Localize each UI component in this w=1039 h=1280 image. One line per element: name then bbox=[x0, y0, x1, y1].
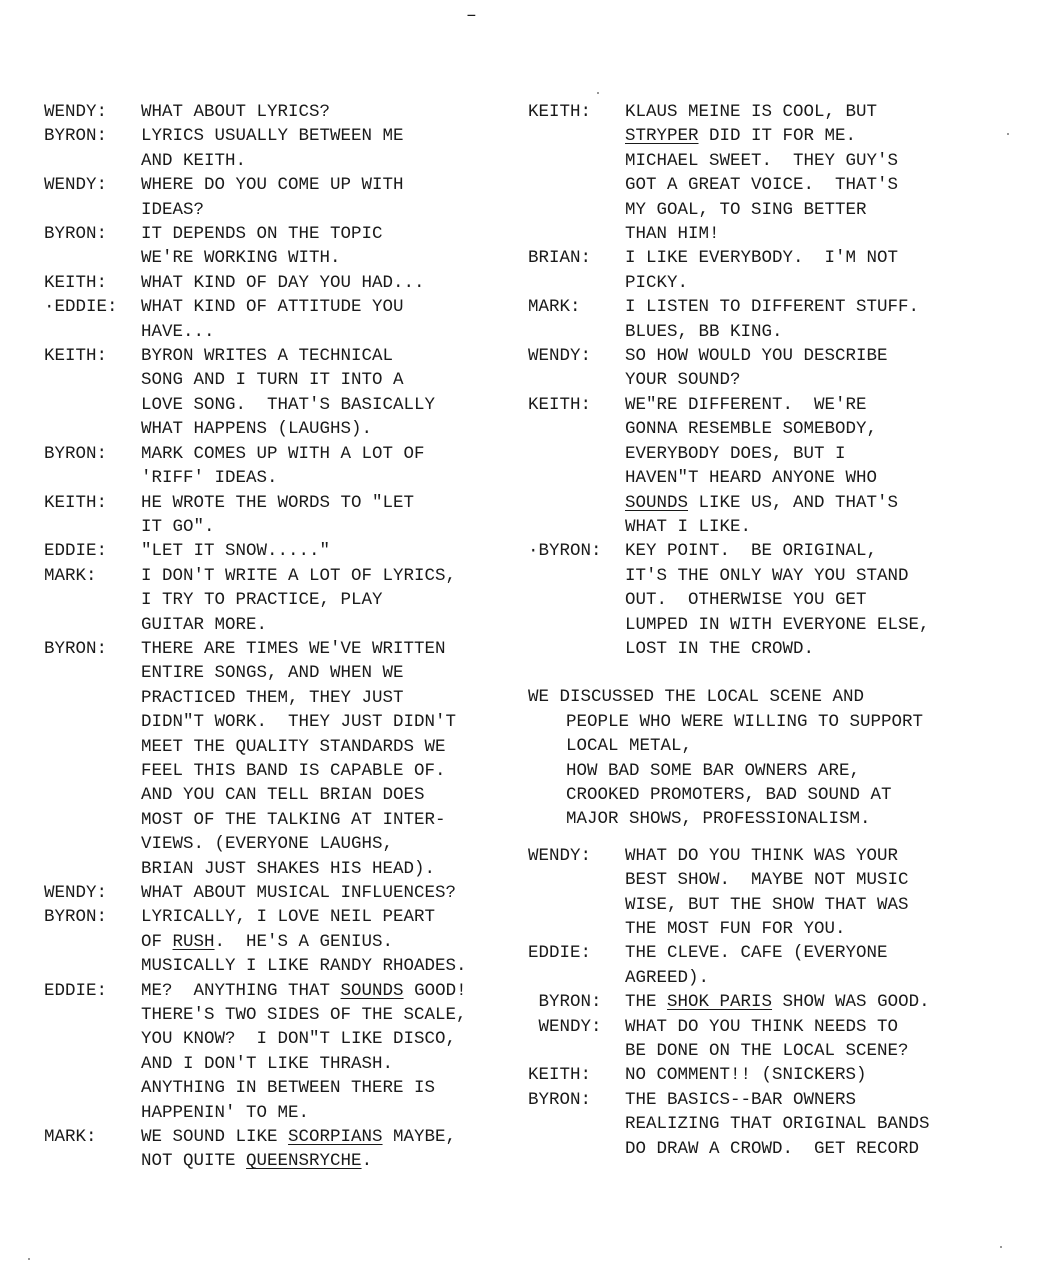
dialogue-line: ME? ANYTHING THAT SOUNDS GOOD! bbox=[141, 980, 467, 1001]
dialogue-entry bbox=[528, 1063, 998, 1087]
speaker-name: WENDY: bbox=[44, 883, 108, 903]
dialogue-line: SONG AND I TURN IT INTO A bbox=[141, 370, 404, 391]
dialogue-entry bbox=[44, 295, 529, 344]
dialogue-line: IT DEPENDS ON THE TOPIC bbox=[141, 224, 383, 245]
dialogue-line: DO DRAW A CROWD. GET RECORD bbox=[625, 1138, 920, 1159]
dialogue-line: IT GO". bbox=[141, 516, 215, 537]
dialogue-text bbox=[141, 344, 529, 442]
dialogue-line: WHAT I LIKE. bbox=[625, 516, 752, 537]
dialogue-line: ANYTHING IN BETWEEN THERE IS bbox=[141, 1078, 436, 1099]
dialogue-line: AND I DON'T LIKE THRASH. bbox=[141, 1053, 394, 1074]
dialogue-line: MY GOAL, TO SING BETTER bbox=[625, 199, 867, 220]
dialogue-entry bbox=[528, 539, 998, 661]
dialogue-entry bbox=[528, 990, 998, 1014]
dialogue-text bbox=[625, 246, 998, 295]
dialogue-entry bbox=[44, 637, 529, 881]
speaker-name: MARK: bbox=[44, 565, 97, 586]
dialogue-line: WHAT ABOUT MUSICAL INFLUENCES? bbox=[141, 883, 457, 903]
dialogue-entry bbox=[44, 124, 529, 173]
dialogue-line: VIEWS. (EVERYONE LAUGHS, bbox=[141, 834, 394, 855]
dialogue-line: THE MOST FUN FOR YOU. bbox=[625, 919, 846, 939]
dialogue-entry bbox=[44, 344, 529, 442]
dialogue-text bbox=[141, 100, 529, 124]
dialogue-entry bbox=[44, 442, 529, 491]
speaker-name: MARK: bbox=[528, 297, 581, 318]
dialogue-line: HAVE... bbox=[141, 321, 215, 342]
dialogue-line: YOUR SOUND? bbox=[625, 370, 741, 391]
dialogue-text bbox=[625, 393, 998, 539]
dialogue-text bbox=[141, 222, 529, 271]
dialogue-line: MEET THE QUALITY STANDARDS WE bbox=[141, 736, 446, 757]
dialogue-line: MOST OF THE TALKING AT INTER- bbox=[141, 809, 446, 830]
dialogue-line: EVERYBODY DOES, BUT I bbox=[625, 443, 846, 464]
dialogue-entry bbox=[44, 905, 529, 978]
speaker-name: WENDY: bbox=[44, 175, 108, 196]
dialogue-line: I LISTEN TO DIFFERENT STUFF. bbox=[625, 297, 920, 318]
speaker-name: KEITH: bbox=[44, 346, 108, 367]
dialogue-line: WISE, BUT THE SHOW THAT WAS bbox=[625, 894, 909, 915]
dialogue-entry bbox=[528, 1088, 998, 1161]
dialogue-line: GUITAR MORE. bbox=[141, 614, 268, 635]
dialogue-line: OUT. OTHERWISE YOU GET bbox=[625, 590, 867, 611]
dialogue-line: BRIAN JUST SHAKES HIS HEAD). bbox=[141, 858, 436, 879]
dialogue-entry bbox=[44, 173, 529, 222]
dialogue-entry bbox=[528, 1015, 998, 1064]
dialogue-line: LUMPED IN WITH EVERYONE ELSE, bbox=[625, 614, 930, 635]
dialogue-line: WHERE DO YOU COME UP WITH bbox=[141, 175, 404, 196]
dialogue-entry bbox=[528, 941, 998, 990]
speaker-name: EDDIE: bbox=[44, 541, 108, 562]
dialogue-text bbox=[141, 1125, 529, 1174]
dialogue-line: STRYPER DID IT FOR ME. bbox=[625, 126, 857, 147]
dialogue-text bbox=[625, 941, 998, 990]
dialogue-line: GONNA RESEMBLE SOMEBODY, bbox=[625, 419, 878, 440]
speaker-name: BYRON: bbox=[44, 224, 108, 245]
dialogue-line: WHAT ABOUT LYRICS? bbox=[141, 102, 331, 122]
speaker-name: ·BYRON: bbox=[528, 541, 602, 562]
dialogue-line: THERE'S TWO SIDES OF THE SCALE, bbox=[141, 1005, 467, 1026]
dialogue-text bbox=[141, 124, 529, 173]
dialogue-entry bbox=[528, 295, 998, 344]
underlined-term: STRYPER bbox=[625, 126, 699, 147]
speaker-name: KEITH: bbox=[44, 272, 108, 293]
speaker-name: BYRON: bbox=[528, 992, 602, 1013]
dialogue-line: I TRY TO PRACTICE, PLAY bbox=[141, 590, 383, 611]
dialogue-text bbox=[625, 539, 998, 661]
dialogue-line: LYRICALLY, I LOVE NEIL PEART bbox=[141, 907, 436, 928]
dialogue-entry bbox=[528, 100, 998, 246]
narration-line: HOW BAD SOME BAR OWNERS ARE, bbox=[566, 760, 861, 781]
dialogue-entry bbox=[528, 393, 998, 539]
speaker-name: WENDY: bbox=[528, 1016, 602, 1037]
dialogue-line: BE DONE ON THE LOCAL SCENE? bbox=[625, 1041, 909, 1062]
speaker-name: ·EDDIE: bbox=[44, 297, 118, 318]
speaker-name: BRIAN: bbox=[528, 248, 592, 269]
narration-line: CROOKED PROMOTERS, BAD SOUND AT bbox=[566, 784, 892, 805]
dialogue-text bbox=[141, 905, 529, 978]
dialogue-text bbox=[141, 539, 529, 563]
dialogue-line: IDEAS? bbox=[141, 199, 205, 220]
dialogue-line: KEY POINT. BE ORIGINAL, bbox=[625, 541, 878, 562]
dialogue-entry bbox=[44, 271, 529, 295]
narration-paragraph bbox=[528, 685, 998, 831]
dialogue-entry bbox=[44, 222, 529, 271]
dialogue-text bbox=[625, 1088, 998, 1161]
dialogue-entry bbox=[44, 564, 529, 637]
speaker-name: WENDY: bbox=[528, 845, 592, 866]
dialogue-text bbox=[141, 442, 529, 491]
dialogue-line: BLUES, BB KING. bbox=[625, 321, 783, 342]
dialogue-line: WE"RE DIFFERENT. WE'RE bbox=[625, 394, 867, 415]
dialogue-line: PRACTICED THEM, THEY JUST bbox=[141, 687, 404, 708]
narration-line: WE DISCUSSED THE LOCAL SCENE AND bbox=[528, 687, 865, 708]
dialogue-text bbox=[141, 881, 529, 905]
speaker-name: KEITH: bbox=[44, 492, 108, 513]
dialogue-text bbox=[141, 637, 529, 881]
dialogue-entry bbox=[44, 539, 529, 563]
dialogue-text bbox=[625, 344, 998, 393]
dialogue-line: FEEL THIS BAND IS CAPABLE OF. bbox=[141, 760, 446, 781]
dialogue-line: 'RIFF' IDEAS. bbox=[141, 468, 278, 489]
narration-line: LOCAL METAL, bbox=[566, 736, 693, 757]
dialogue-line: THE BASICS--BAR OWNERS bbox=[625, 1089, 857, 1110]
dialogue-line: THERE ARE TIMES WE'VE WRITTEN bbox=[141, 638, 446, 659]
dialogue-line: LOST IN THE CROWD. bbox=[625, 638, 815, 659]
dialogue-line: PICKY. bbox=[625, 272, 689, 293]
dialogue-line: WHAT DO YOU THINK NEEDS TO bbox=[625, 1016, 899, 1037]
speaker-name: BYRON: bbox=[528, 1089, 592, 1110]
speaker-name: WENDY: bbox=[44, 102, 108, 122]
dialogue-line: KLAUS MEINE IS COOL, BUT bbox=[625, 102, 878, 122]
dialogue-text bbox=[625, 295, 998, 344]
dialogue-line: MUSICALLY I LIKE RANDY RHOADES. bbox=[141, 956, 467, 977]
dialogue-line: LYRICS USUALLY BETWEEN ME bbox=[141, 126, 404, 147]
dialogue-line: THE CLEVE. CAFE (EVERYONE bbox=[625, 943, 888, 964]
dialogue-entry bbox=[44, 979, 529, 1125]
dialogue-entry bbox=[44, 100, 529, 124]
speaker-name: BYRON: bbox=[44, 126, 108, 147]
dialogue-line: THE SHOK PARIS SHOW WAS GOOD. bbox=[625, 992, 930, 1013]
dialogue-line: NO COMMENT!! (SNICKERS) bbox=[625, 1065, 867, 1086]
dialogue-line: I DON'T WRITE A LOT OF LYRICS, bbox=[141, 565, 457, 586]
right-dialogue-a bbox=[528, 100, 998, 661]
dialogue-line: ENTIRE SONGS, AND WHEN WE bbox=[141, 663, 404, 684]
dialogue-text bbox=[141, 173, 529, 222]
dialogue-line: MICHAEL SWEET. THEY GUY'S bbox=[625, 150, 899, 171]
underlined-term: SOUNDS bbox=[625, 492, 689, 513]
speaker-name: BYRON: bbox=[44, 907, 108, 928]
dialogue-line: SOUNDS LIKE US, AND THAT'S bbox=[625, 492, 899, 513]
dialogue-text bbox=[625, 100, 998, 246]
dialogue-line: HAPPENIN' TO ME. bbox=[141, 1102, 310, 1123]
narration-line: PEOPLE WHO WERE WILLING TO SUPPORT bbox=[566, 711, 924, 732]
dialogue-text bbox=[141, 491, 529, 540]
underlined-term: RUSH bbox=[172, 931, 215, 952]
right-dialogue-b bbox=[528, 844, 998, 1161]
dialogue-text bbox=[625, 844, 998, 942]
speaker-name: BYRON: bbox=[44, 443, 108, 464]
dialogue-line: "LET IT SNOW....." bbox=[141, 541, 331, 562]
underlined-term: QUEENSRYCHE bbox=[246, 1151, 362, 1172]
dialogue-line: MARK COMES UP WITH A LOT OF bbox=[141, 443, 425, 464]
dialogue-line: YOU KNOW? I DON"T LIKE DISCO, bbox=[141, 1029, 457, 1050]
dialogue-line: WE SOUND LIKE SCORPIANS MAYBE, bbox=[141, 1127, 457, 1148]
speaker-name: EDDIE: bbox=[44, 980, 108, 1001]
dialogue-line: I LIKE EVERYBODY. I'M NOT bbox=[625, 248, 899, 269]
speaker-name: KEITH: bbox=[528, 102, 592, 122]
dialogue-line: WHAT KIND OF ATTITUDE YOU bbox=[141, 297, 404, 318]
dialogue-entry bbox=[528, 246, 998, 295]
dialogue-line: BEST SHOW. MAYBE NOT MUSIC bbox=[625, 870, 909, 891]
underlined-term: SOUNDS bbox=[340, 980, 404, 1001]
dialogue-text bbox=[141, 271, 529, 295]
dialogue-line: HE WROTE THE WORDS TO "LET bbox=[141, 492, 415, 513]
dialogue-entry bbox=[44, 1125, 529, 1174]
dialogue-line: SO HOW WOULD YOU DESCRIBE bbox=[625, 346, 888, 367]
speaker-name: MARK: bbox=[44, 1127, 97, 1148]
speaker-name: EDDIE: bbox=[528, 943, 592, 964]
speaker-name: KEITH: bbox=[528, 1065, 592, 1086]
dialogue-text bbox=[625, 1015, 998, 1064]
dialogue-line: BYRON WRITES A TECHNICAL bbox=[141, 346, 394, 367]
dialogue-line: WHAT KIND OF DAY YOU HAD... bbox=[141, 272, 425, 293]
dialogue-line: NOT QUITE QUEENSRYCHE. bbox=[141, 1151, 373, 1172]
dialogue-line: GOT A GREAT VOICE. THAT'S bbox=[625, 175, 899, 196]
underlined-term: SHOK PARIS bbox=[667, 992, 773, 1013]
dialogue-line: WHAT DO YOU THINK WAS YOUR bbox=[625, 845, 899, 866]
dialogue-line: LOVE SONG. THAT'S BASICALLY bbox=[141, 394, 436, 415]
dialogue-line: HAVEN"T HEARD ANYONE WHO bbox=[625, 468, 878, 489]
dialogue-entry bbox=[528, 344, 998, 393]
dialogue-text bbox=[141, 295, 529, 344]
speaker-name: WENDY: bbox=[528, 346, 592, 367]
dialogue-text bbox=[141, 564, 529, 637]
narration-line: MAJOR SHOWS, PROFESSIONALISM. bbox=[566, 809, 871, 830]
dialogue-line: AND YOU CAN TELL BRIAN DOES bbox=[141, 785, 425, 806]
dialogue-line: IT'S THE ONLY WAY YOU STAND bbox=[625, 565, 909, 586]
dialogue-entry bbox=[44, 491, 529, 540]
page-mark: – bbox=[466, 6, 477, 26]
dialogue-line: OF RUSH. HE'S A GENIUS. bbox=[141, 931, 394, 952]
underlined-term: SCORPIANS bbox=[288, 1127, 383, 1148]
dialogue-text bbox=[625, 1063, 998, 1087]
dialogue-line: WHAT HAPPENS (LAUGHS). bbox=[141, 419, 373, 440]
dialogue-line: THAN HIM! bbox=[625, 224, 720, 245]
dialogue-line: WE'RE WORKING WITH. bbox=[141, 248, 341, 269]
dialogue-text bbox=[141, 979, 529, 1125]
left-column bbox=[44, 100, 529, 1174]
right-column bbox=[528, 100, 998, 1161]
dialogue-line: AND KEITH. bbox=[141, 150, 247, 171]
dialogue-line: DIDN"T WORK. THEY JUST DIDN'T bbox=[141, 712, 457, 733]
dialogue-line: REALIZING THAT ORIGINAL BANDS bbox=[625, 1114, 930, 1135]
dialogue-entry bbox=[44, 881, 529, 905]
dialogue-entry bbox=[528, 844, 998, 942]
speaker-name: BYRON: bbox=[44, 638, 108, 659]
dialogue-text bbox=[625, 990, 998, 1014]
dialogue-line: AGREED). bbox=[625, 967, 710, 988]
speaker-name: KEITH: bbox=[528, 394, 592, 415]
